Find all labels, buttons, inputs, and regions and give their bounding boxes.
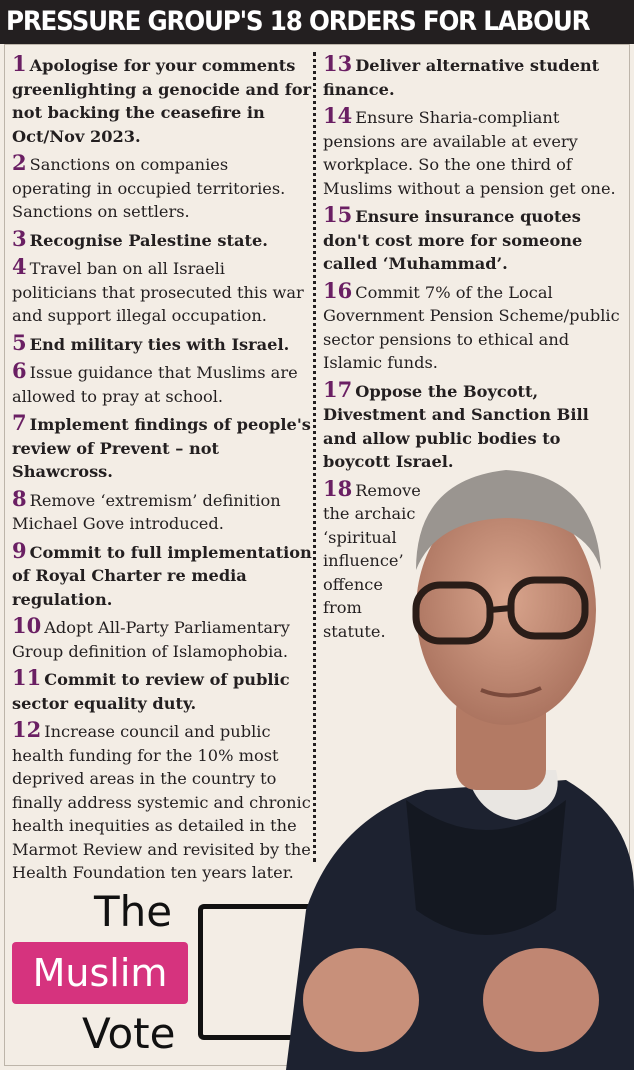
politician-portrait [266, 440, 634, 1070]
order-item [323, 104, 623, 200]
order-text: Travel ban on all Israeli politicians that prosecuted this war and support illegal occupation. [12, 259, 304, 325]
order-text: Remove ‘extremism’ definition Michael Gove introduced. [12, 490, 281, 533]
order-item [323, 279, 623, 375]
order-number: 5 [12, 329, 27, 355]
order-text: Commit 7% of the Local Government Pension Scheme/public sector pensions to ethical and Islamic funds. [323, 282, 620, 372]
order-text: Issue guidance that Muslims are allowed to pray at school. [12, 363, 298, 406]
order-text: Remove the archaic ‘spiritual influence’ offence from statute. [323, 480, 421, 641]
order-item [323, 203, 623, 276]
order-bold-text: End military ties with Israel. [29, 334, 290, 354]
order-bold-text: Deliver alternative student finance. [323, 56, 600, 99]
order-number: 6 [12, 358, 27, 383]
order-text: Adopt All-Party Parliamentary Group definition of Islamophobia. [12, 618, 290, 661]
order-number: 15 [323, 202, 353, 227]
order-item [12, 359, 312, 408]
order-item [12, 255, 312, 328]
logo-pink-box [12, 942, 188, 1004]
order-text: Ensure Sharia-compliant pensions are available at every workplace. So the one third of Muslims without a pension get one. [323, 108, 616, 198]
left-fist [303, 948, 419, 1052]
right-fist [483, 948, 599, 1052]
order-item [12, 227, 312, 253]
order-text: Increase council and public health funding for the 10% most deprived areas in the country to finally address systemic and chronic health inequities as detailed in the Marmot Review and revisited by the Health Foundation ten years later. [12, 722, 311, 882]
order-number: 1 [12, 51, 27, 76]
headline-bar [0, 0, 634, 44]
order-item [12, 151, 312, 224]
order-number: 11 [12, 665, 42, 690]
order-item [323, 52, 623, 101]
order-number: 18 [323, 475, 353, 501]
logo-muslim: Muslim [32, 951, 168, 995]
order-item [12, 331, 312, 357]
order-number: 13 [323, 51, 353, 76]
order-number: 4 [12, 254, 27, 279]
order-text: Sanctions on companies operating in occupied territories. Sanctions on settlers. [12, 155, 286, 221]
logo-the: The [94, 887, 173, 936]
order-bold-text: Commit to full implementation of Royal Charter re media regulation. [12, 542, 312, 609]
order-bold-text: Ensure insurance quotes don't cost more for someone called ‘Muhammad’. [323, 207, 583, 273]
the-muslim-vote-logo [12, 887, 212, 1060]
order-number: 9 [12, 537, 27, 563]
order-number: 3 [12, 225, 27, 251]
order-bold-text: Apologise for your comments greenlighting a genocide and for not backing the ceasefire in Oct/Nov 2023. [12, 56, 312, 146]
headline: PRESSURE GROUP'S 18 ORDERS FOR LABOUR [6, 6, 590, 37]
order-bold-text: Implement findings of people's review of Prevent – not Shawcross. [12, 415, 311, 481]
order-number: 8 [12, 485, 27, 511]
order-bold-text: Recognise Palestine state. [29, 230, 268, 250]
glasses-bridge [490, 608, 511, 610]
order-bold-text: Commit to review of public sector equality duty. [12, 670, 290, 713]
order-number: 17 [323, 376, 353, 402]
order-number: 2 [12, 150, 27, 175]
order-number: 7 [12, 410, 27, 435]
logo-vote: Vote [82, 1009, 176, 1058]
order-item [12, 52, 312, 148]
order-bold-text: Oppose the Boycott, Divestment and Sanction Bill and allow public bodies to boycott Israel. [323, 381, 589, 471]
order-number: 10 [12, 613, 42, 638]
order-number: 16 [323, 277, 353, 303]
order-number: 12 [12, 717, 42, 742]
order-number: 14 [323, 103, 353, 128]
